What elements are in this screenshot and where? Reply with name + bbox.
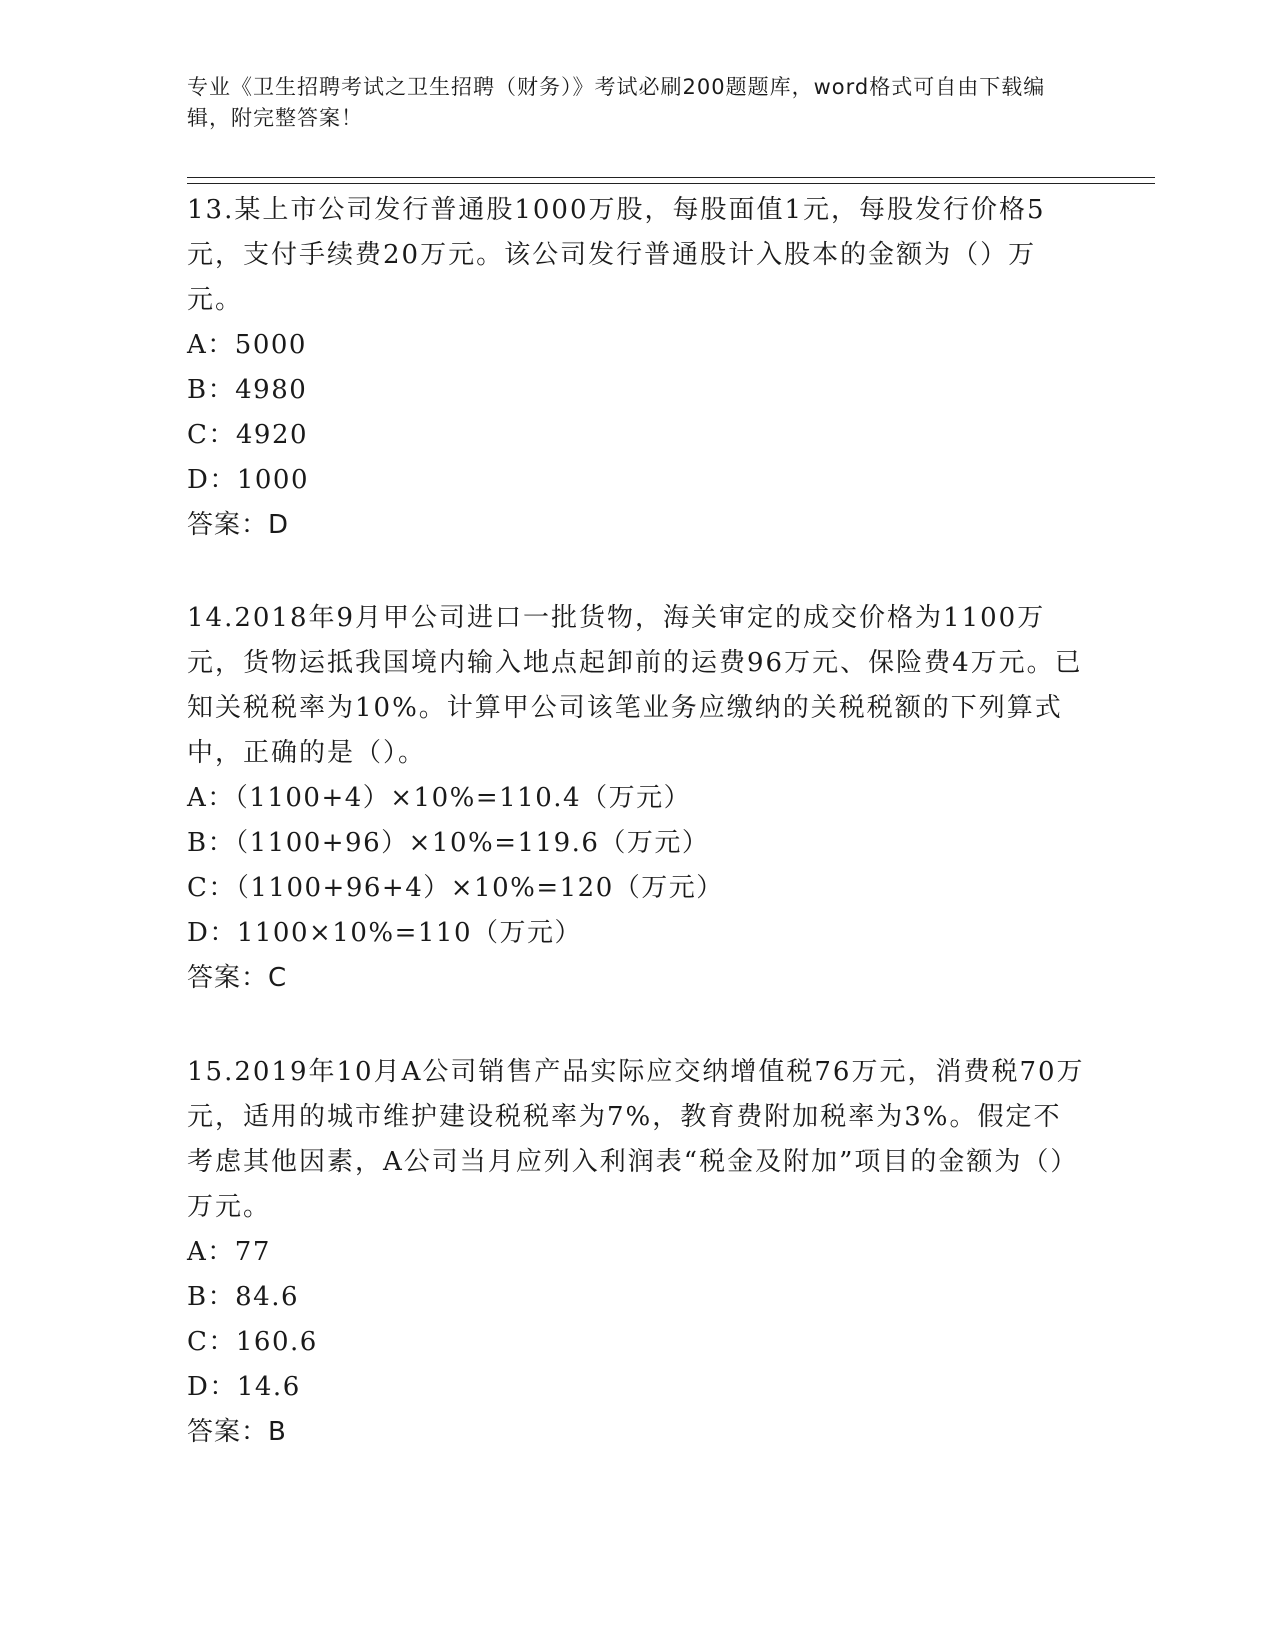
- header-divider-bottom: [187, 183, 1155, 184]
- question-15: [187, 1050, 1087, 1455]
- option-d: D：1000: [187, 465, 310, 495]
- option-c: C：4920: [187, 420, 309, 450]
- document-header: 专业《卫生招聘考试之卫生招聘（财务）》考试必刷200题题库，word格式可自由下载编辑，附完整答案！: [187, 75, 1046, 130]
- question-stem: 13.某上市公司发行普通股1000万股，每股面值1元，每股发行价格5元，支付手续费20万元。该公司发行普通股计入股本的金额为（）万元。: [187, 195, 1046, 315]
- header-divider-top: [187, 177, 1155, 178]
- option-b: B：（1100+96）×10%=119.6（万元）: [187, 828, 710, 858]
- question-stem: 15.2019年10月A公司销售产品实际应交纳增值税76万元，消费税70万元，适用的城市维护建设税税率为7%，教育费附加税率为3%。假定不考虑其他因素，A公司当月应列入利润表“税金及附加”项目的金额为（）万元。: [187, 1057, 1085, 1222]
- option-c: C：（1100+96+4）×10%=120（万元）: [187, 873, 724, 903]
- option-a: A：5000: [187, 330, 307, 360]
- question-14: [187, 596, 1087, 1001]
- option-d: D：14.6: [187, 1372, 301, 1402]
- option-b: B：84.6: [187, 1282, 299, 1312]
- answer-line: 答案：B: [187, 1417, 287, 1447]
- option-d: D：1100×10%=110（万元）: [187, 918, 582, 948]
- question-13: [187, 188, 1087, 548]
- answer-line: 答案：C: [187, 963, 288, 993]
- option-a: A：（1100+4）×10%=110.4（万元）: [187, 783, 692, 813]
- option-c: C：160.6: [187, 1327, 318, 1357]
- option-a: A：77: [187, 1237, 271, 1267]
- option-b: B：4980: [187, 375, 308, 405]
- question-stem: 14.2018年9月甲公司进口一批货物，海关审定的成交价格为1100万元，货物运抵我国境内输入地点起卸前的运费96万元、保险费4万元。已知关税税率为10%。计算甲公司该笔业务应缴纳的关税税额的下列算式中，正确的是（）。: [187, 603, 1083, 768]
- answer-line: 答案：D: [187, 510, 290, 540]
